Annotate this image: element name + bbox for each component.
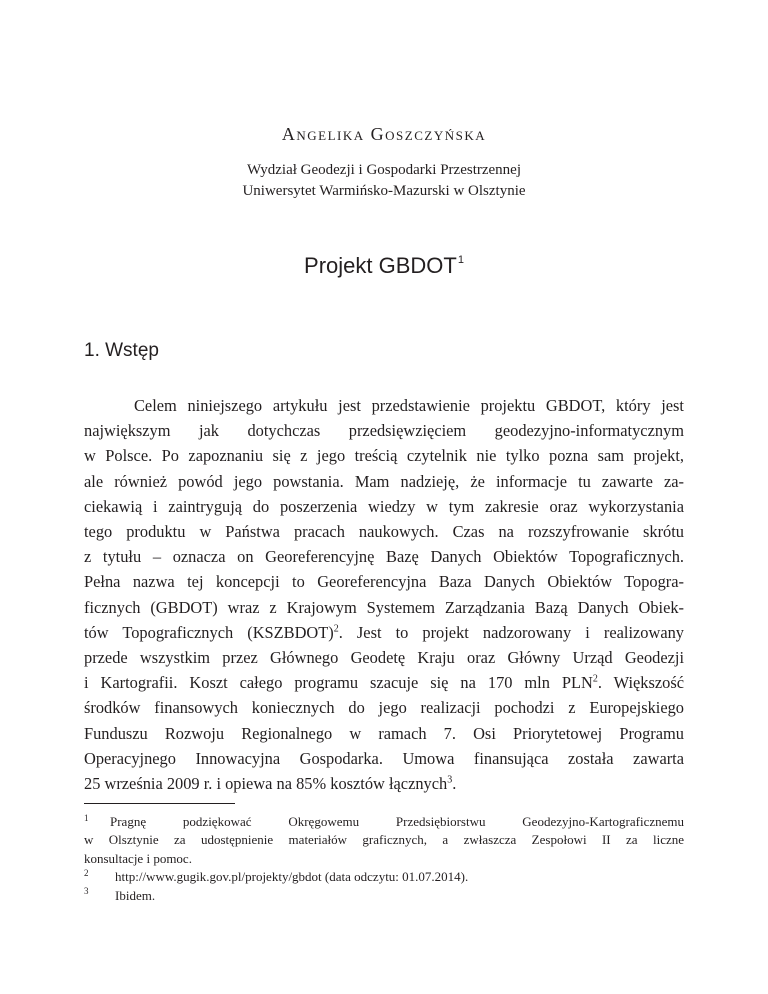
article-title <box>84 253 684 279</box>
body-line-end: . Jest to projekt nadzorowany i realizowany <box>338 622 684 642</box>
body-line-start: 25 września 2009 r. i opiewa na 85% kosztów łącznych <box>84 774 448 794</box>
article-title-text: Projekt GBDOT <box>304 253 457 278</box>
footnotes <box>84 813 684 905</box>
body-line: Celem niniejszego artykułu jest przedstawienie projektu GBDOT, który jest <box>134 396 684 415</box>
body-line: tego produktu w Państwa pracach naukowych. Czas na rozszyfrowanie skrótu <box>84 522 684 542</box>
title-footnote-mark: 1 <box>457 253 464 266</box>
body-line: Operacyjnego Innowacyjna Gospodarka. Umowa finansująca została zawarta <box>84 748 684 768</box>
body-line: ciekawią i zaintrygują do poszerzenia wiedzy w tym zakresie oraz wykorzystania <box>84 496 684 516</box>
footnote-separator <box>84 803 235 804</box>
section-heading: 1. Wstęp <box>84 340 159 361</box>
body-line: przede wszystkim przez Głównego Geodetę Kraju oraz Główny Urząd Geodezji <box>84 648 684 668</box>
affiliation-faculty: Wydział Geodezji i Gospodarki Przestrzennej <box>247 162 521 178</box>
body-line: największym jak dotychczas przedsięwzięciem geodezyjno-informatycznym <box>84 421 684 441</box>
body-line: ficznych (GBDOT) wraz z Krajowym Systemem Zarządzania Bazą Danych Obiek- <box>84 597 684 617</box>
footnote-1: 1 Pragnę podziękować Okręgowemu Przedsiębiorstwu Geodezyjno-Kartograficznemu <box>84 812 684 829</box>
footnote-ref-2: 2 <box>333 623 339 635</box>
footnote-ref-3: 3 <box>447 774 453 786</box>
affiliation-university: Uniwersytet Warmińsko-Mazurski w Olsztynie <box>242 183 526 199</box>
body-line: z tytułu – oznacza on Georeferencyjnę Bazę Danych Obiektów Topograficznych. <box>84 547 684 567</box>
document-page <box>84 0 684 994</box>
body-line: w Polsce. Po zapoznaniu się z jego treścią czytelnik nie tylko pozna sam projekt, <box>84 446 684 466</box>
body-line-start: tów Topograficznych (KSZBDOT) <box>84 622 334 642</box>
body-line <box>84 670 684 695</box>
footnote-1-line: konsultacje i pomoc. <box>84 850 192 866</box>
footnote-text: Pragnę podziękować Okręgowemu Przedsiębiorstwu Geodezyjno-Kartograficznemu <box>110 814 684 829</box>
footnote-3: 3 Ibidem. <box>84 886 156 903</box>
body-line: ale również powód jego powstania. Mam nadzieję, że informacje tu zawarte za- <box>84 471 684 491</box>
footnote-2: 2 http://www.gugik.gov.pl/projekty/gbdot (data odczytu: 01.07.2014). <box>84 867 469 885</box>
body-line-end: . <box>452 774 457 794</box>
footnote-text: Ibidem. <box>115 887 156 903</box>
body-paragraph <box>84 393 684 796</box>
body-line <box>84 771 684 796</box>
body-line: Pełna nazwa tej koncepcji to Georeferencyjna Baza Danych Obiektów Topogra- <box>84 572 684 592</box>
footnote-link[interactable]: http://www.gugik.gov.pl/projekty/gbdot (data odczytu: 01.07.2014). <box>115 869 469 885</box>
body-line: środków finansowych koniecznych do jego realizacji pochodzi z Europejskiego <box>84 698 684 718</box>
body-line: Funduszu Rozwoju Regionalnego w ramach 7. Osi Priorytetowej Programu <box>84 723 684 743</box>
body-line-start: i Kartografii. Koszt całego programu szacuje się na 170 mln PLN <box>84 673 593 693</box>
body-line-end: . Większość <box>597 673 684 693</box>
footnote-1-line: w Olsztynie za udostępnienie materiałów graficznych, a zwłaszcza Zespołowi II za liczne <box>84 832 684 848</box>
body-line <box>84 620 684 645</box>
footnote-ref-2: 2 <box>592 673 598 685</box>
author-name: Angelika Goszczyńska <box>281 124 487 144</box>
